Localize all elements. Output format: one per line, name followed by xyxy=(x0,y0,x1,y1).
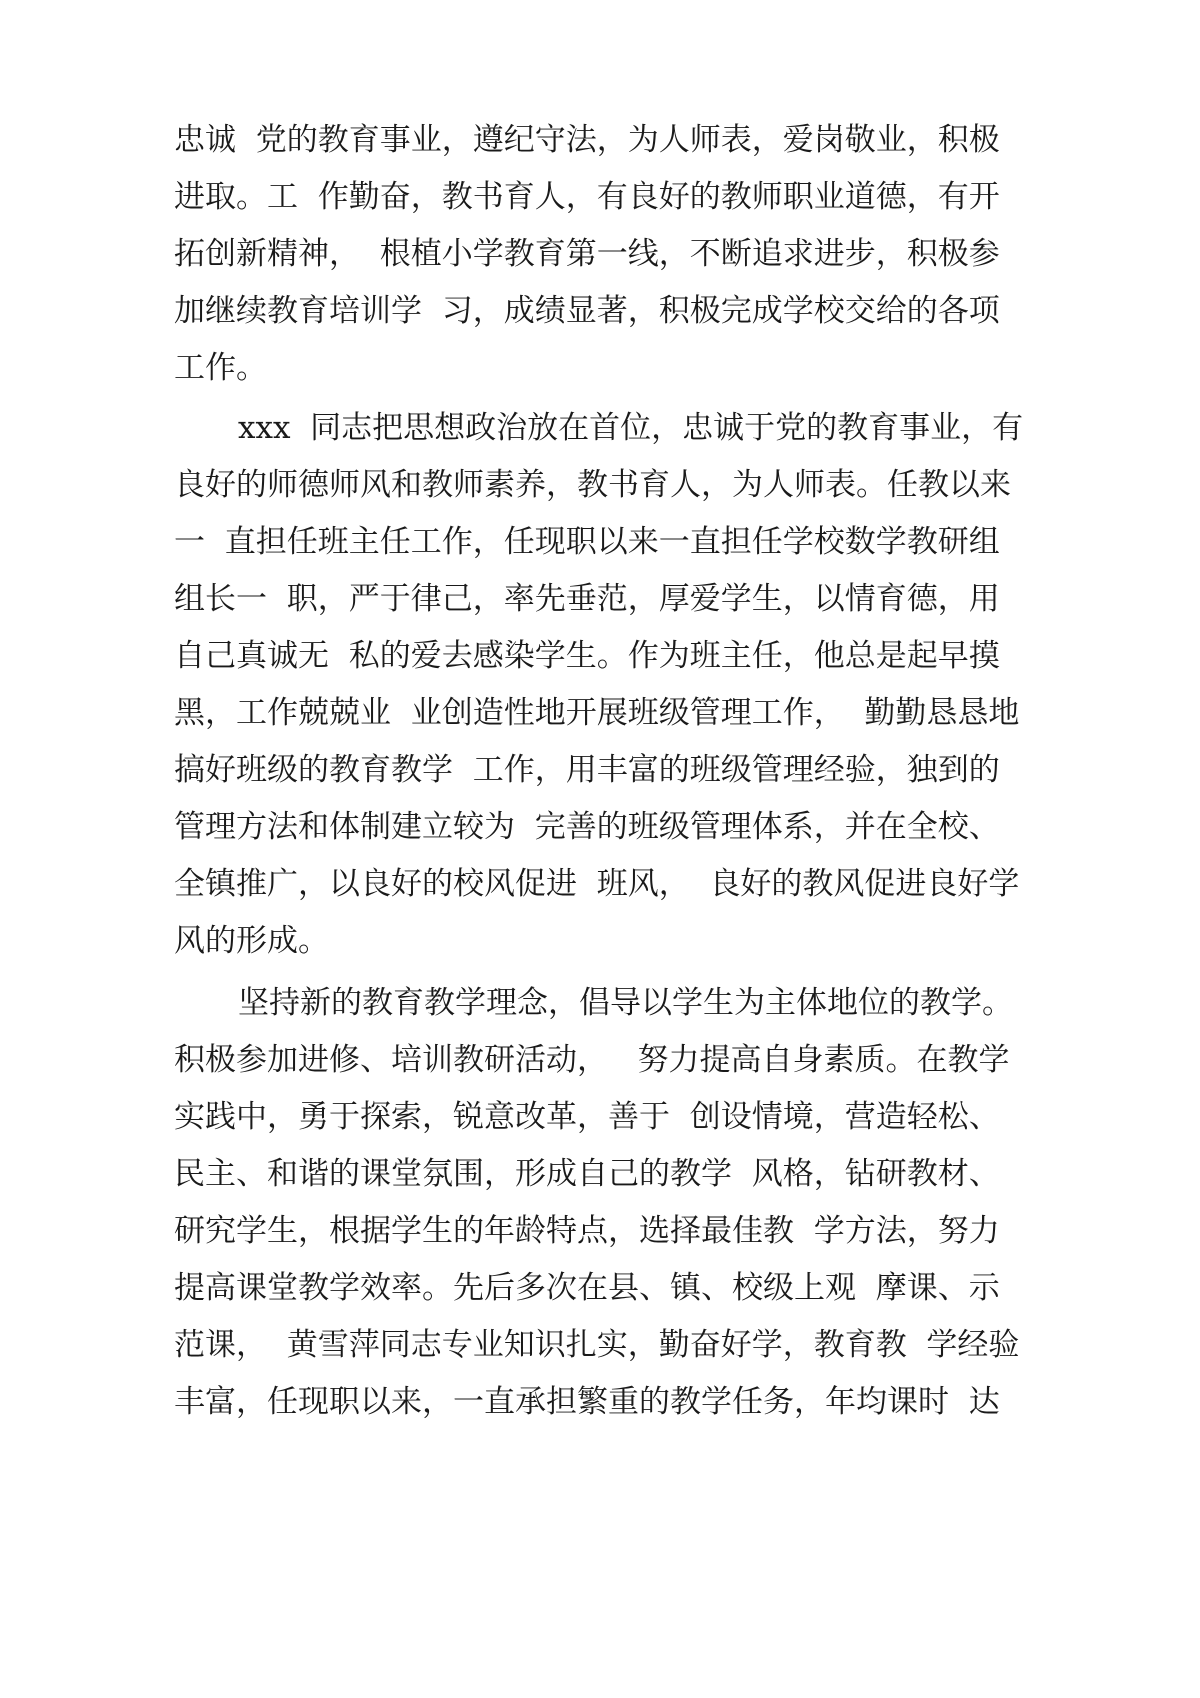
paragraph-3-line-3: 实践中，勇于探索，锐意改革，善于 创设情境，营造轻松、 xyxy=(174,1099,1000,1135)
paragraph-2-line-10: 风的形成。 xyxy=(174,923,329,959)
paragraph-3-line-5: 研究学生，根据学生的年龄特点，选择最佳教 学方法，努力 xyxy=(174,1213,1000,1249)
paragraph-2-line-5: 自己真诚无 私的爱去感染学生。作为班主任，他总是起早摸 xyxy=(174,638,1000,674)
paragraph-3-line-6: 提高课堂教学效率。先后多次在县、镇、校级上观 摩课、示 xyxy=(174,1270,1000,1306)
paragraph-3-line-7: 范课， 黄雪萍同志专业知识扎实，勤奋好学，教育教 学经验 xyxy=(174,1327,1020,1363)
paragraph-2-line-6: 黑，工作兢兢业 业创造性地开展班级管理工作， 勤勤恳恳地 xyxy=(174,695,1020,731)
paragraph-1-line-1: 忠诚 党的教育事业，遵纪守法，为人师表，爱岗敬业，积极 xyxy=(174,122,1000,158)
paragraph-3-line-8: 丰富，任现职以来，一直承担繁重的教学任务，年均课时 达 xyxy=(174,1384,1000,1420)
paragraph-3-line-1: 坚持新的教育教学理念，倡导以学生为主体地位的教学。 xyxy=(238,985,1013,1021)
paragraph-2-line-8: 管理方法和体制建立较为 完善的班级管理体系，并在全校、 xyxy=(174,809,1000,845)
paragraph-1-line-4: 加继续教育培训学 习，成绩显著，积极完成学校交给的各项 xyxy=(174,293,1000,329)
paragraph-2-line-7: 搞好班级的教育教学 工作，用丰富的班级管理经验，独到的 xyxy=(174,752,1000,788)
paragraph-1-line-5: 工作。 xyxy=(174,350,267,386)
paragraph-3-line-4: 民主、和谐的课堂氛围，形成自己的教学 风格，钻研教材、 xyxy=(174,1156,1000,1192)
paragraph-3-line-2: 积极参加进修、培训教研活动， 努力提高自身素质。在教学 xyxy=(174,1042,1010,1078)
paragraph-1-line-2: 进取。工 作勤奋，教书育人，有良好的教师职业道德，有开 xyxy=(174,179,1000,215)
paragraph-2-line-3: 一 直担任班主任工作，任现职以来一直担任学校数学教研组 xyxy=(174,524,1000,560)
paragraph-2-line-9: 全镇推广，以良好的校风促进 班风， 良好的教风促进良好学 xyxy=(174,866,1020,902)
paragraph-2-line-1: xxx 同志把思想政治放在首位，忠诚于党的教育事业，有 xyxy=(238,410,1024,446)
paragraph-2-line-2: 良好的师德师风和教师素养，教书育人，为人师表。任教以来 xyxy=(174,467,1011,503)
paragraph-1-line-3: 拓创新精神， 根植小学教育第一线，不断追求进步，积极参 xyxy=(174,236,1000,272)
paragraph-2-line-4: 组长一 职，严于律己，率先垂范，厚爱学生，以情育德，用 xyxy=(174,581,1000,617)
